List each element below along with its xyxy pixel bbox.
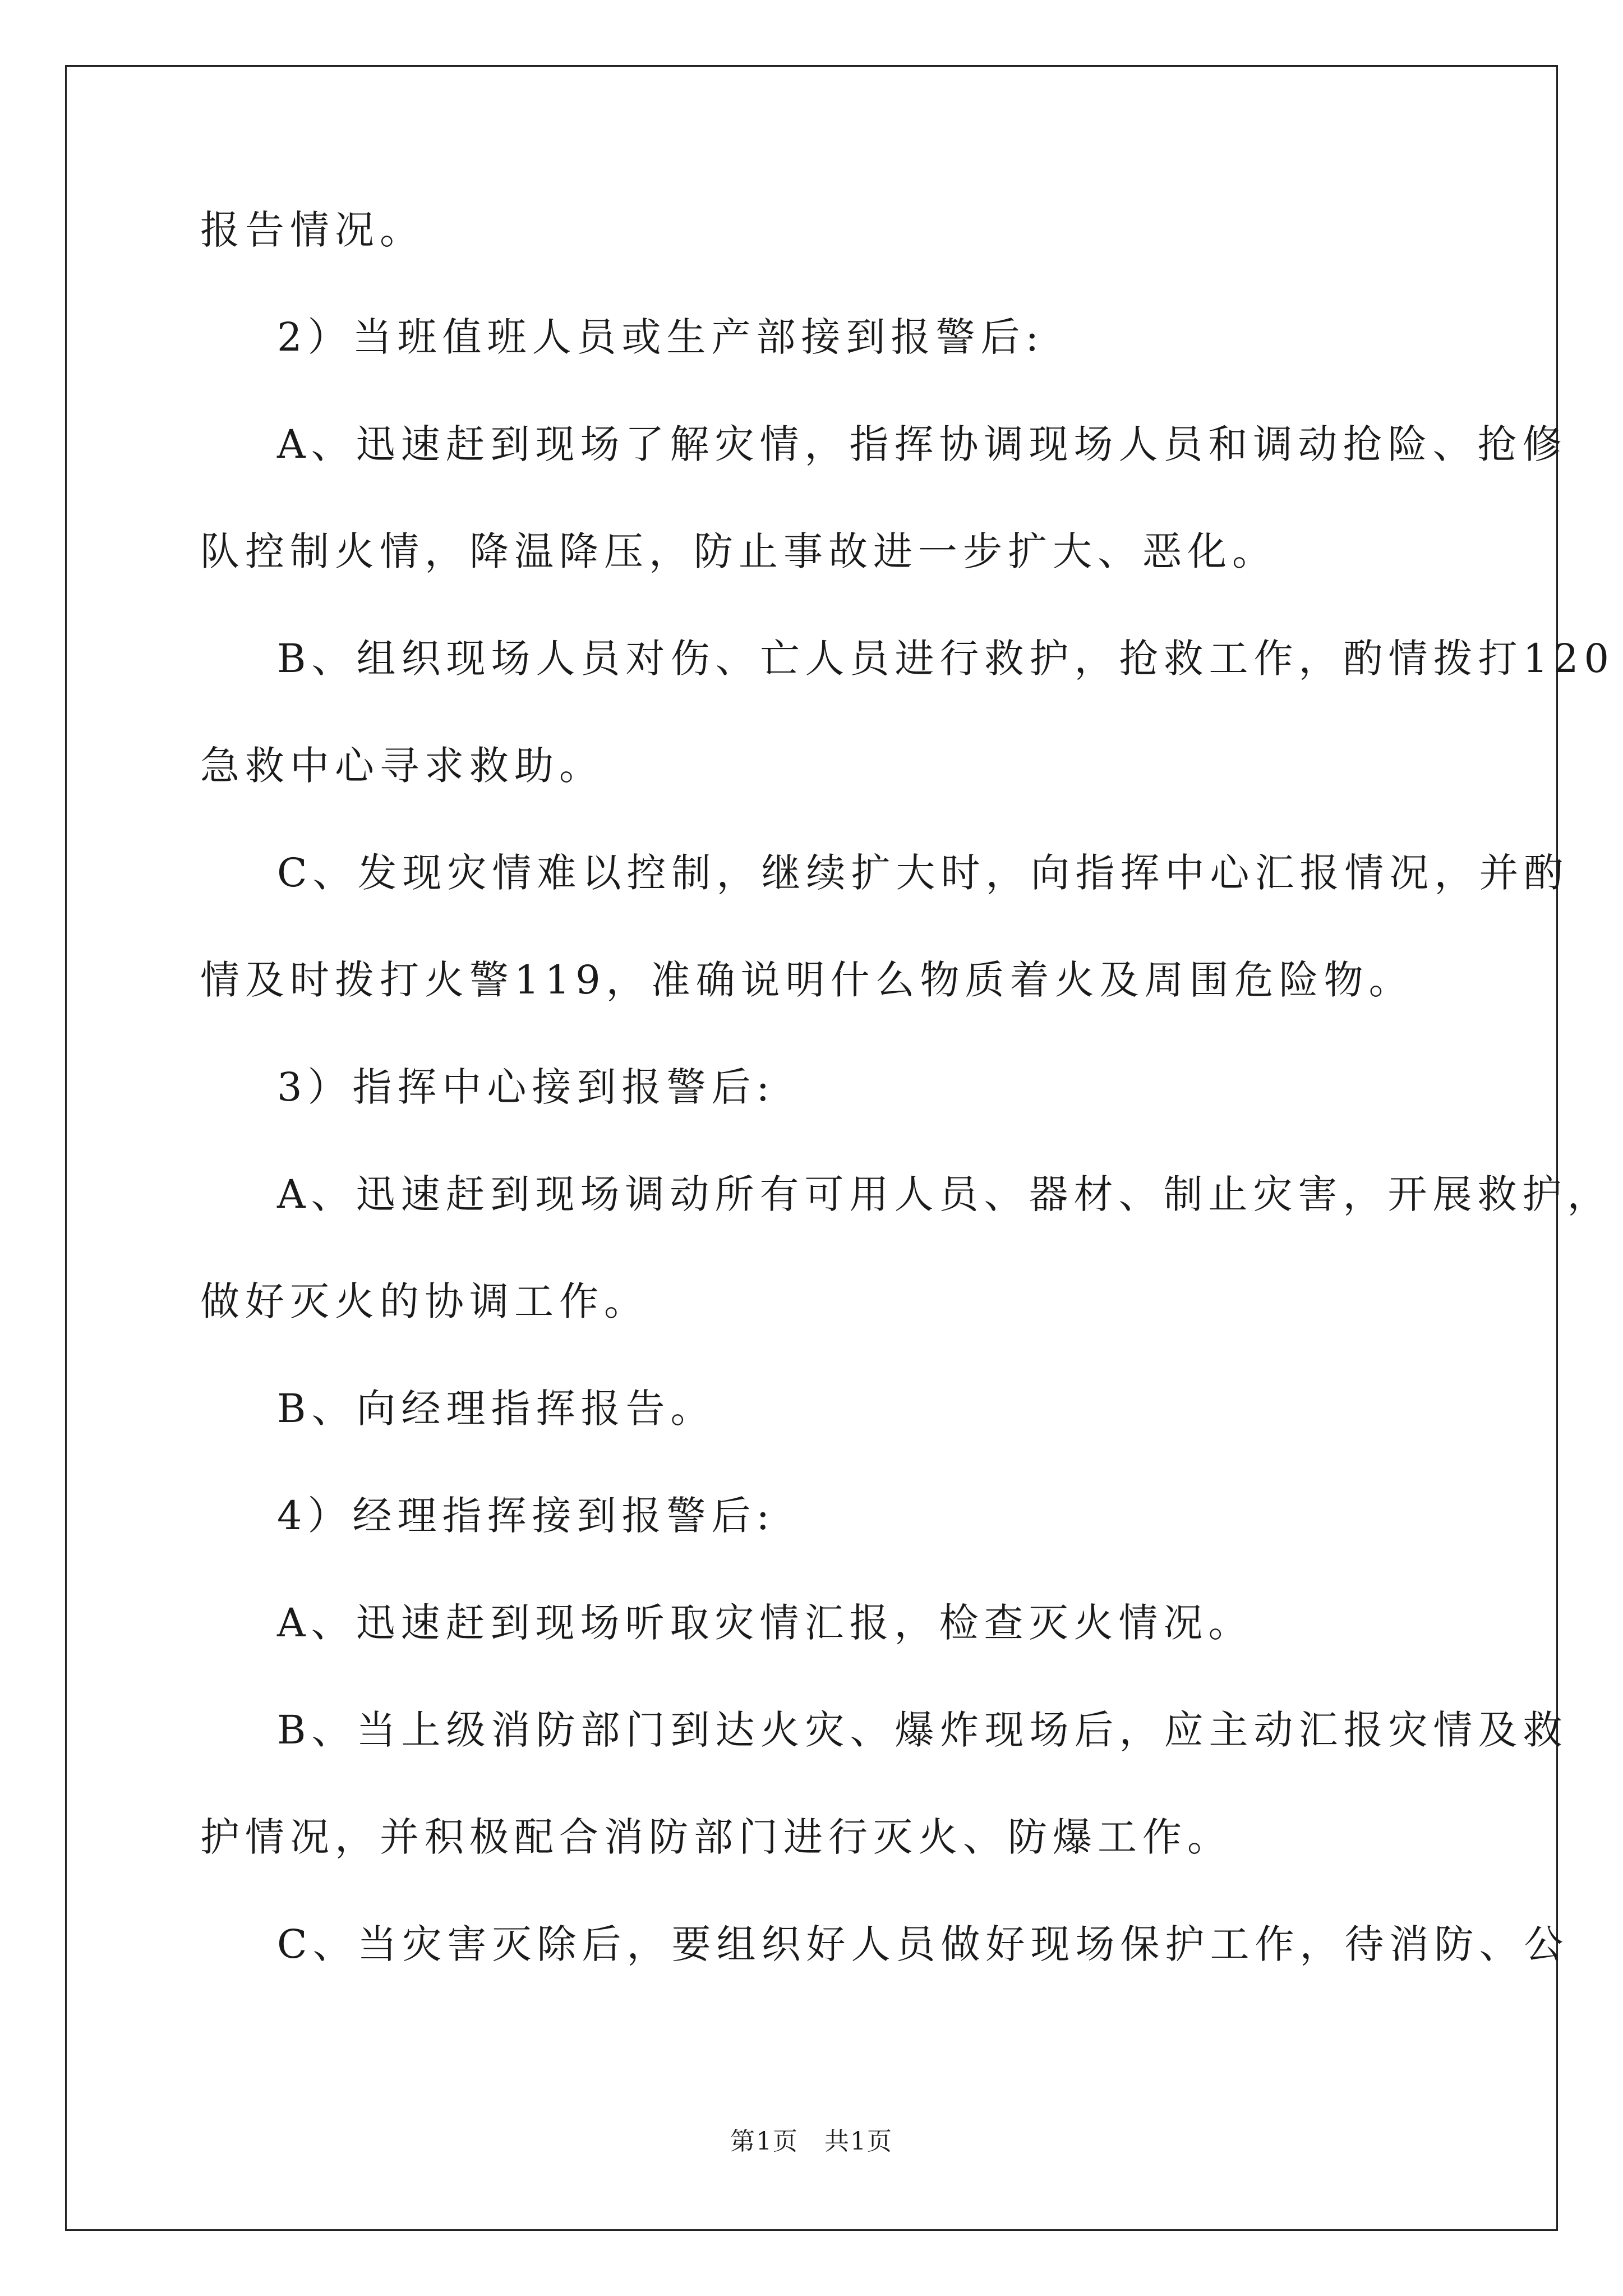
text-line: 3）指挥中心接到报警后: (277, 1064, 776, 1110)
text-line: C、当灾害灭除后，要组织好人员做好现场保护工作，待消防、公 (277, 1921, 1569, 1967)
text-line: A、迅速赶到现场调动所有可用人员、器材、制止灾害，开展救护， (277, 1171, 1612, 1217)
text-line: 2）当班值班人员或生产部接到报警后: (277, 314, 1045, 360)
page-number-footer: 第1页 共1页 (730, 2127, 893, 2156)
text-line: 报告情况。 (200, 207, 425, 253)
text-line: A、迅速赶到现场听取灾情汇报，检查灭火情况。 (277, 1600, 1253, 1646)
text-line: B、向经理指挥报告。 (277, 1386, 716, 1432)
text-line: 情及时拨打火警119，准确说明什么物质着火及周围危险物。 (200, 957, 1414, 1003)
text-line: 队控制火情，降温降压，防止事故进一步扩大、恶化。 (200, 528, 1277, 574)
text-line: C、发现灾情难以控制，继续扩大时，向指挥中心汇报情况，并酌 (277, 850, 1569, 896)
text-line: B、当上级消防部门到达火灾、爆炸现场后，应主动汇报灾情及救 (277, 1707, 1568, 1753)
text-line: 急救中心寻求救助。 (200, 743, 604, 789)
text-line: A、迅速赶到现场了解灾情，指挥协调现场人员和调动抢险、抢修 (277, 421, 1567, 467)
text-line: 4）经理指挥接到报警后: (277, 1493, 776, 1539)
text-line: B、组织现场人员对伤、亡人员进行救护，抢救工作，酌情拨打120 (277, 636, 1615, 682)
page-border (65, 65, 1558, 2231)
text-line: 做好灭火的协调工作。 (200, 1278, 649, 1324)
text-line: 护情况，并积极配合消防部门进行灭火、防爆工作。 (200, 1814, 1232, 1860)
